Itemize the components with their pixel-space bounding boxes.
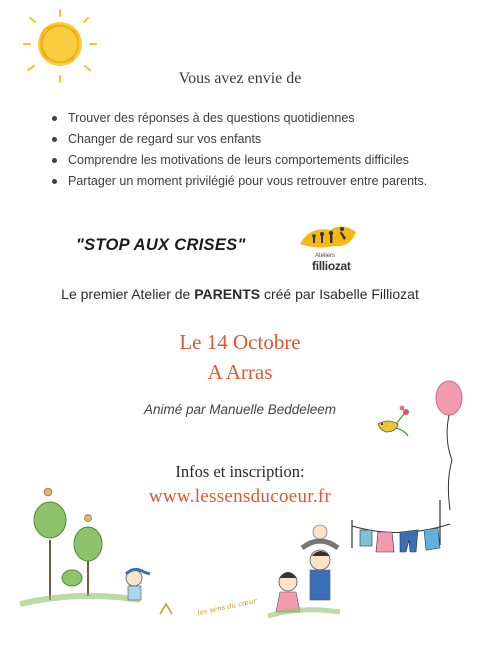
website-link[interactable]: www.lessensducoeur.fr — [148, 486, 332, 507]
premier-before: Le premier Atelier de — [61, 286, 191, 302]
workshop-description — [0, 286, 480, 302]
family-drawing-icon — [268, 525, 340, 616]
list-item: Changer de regard sur vos enfants — [48, 129, 427, 150]
infos-heading: Infos et inscription: — [175, 462, 305, 481]
workshop-title: "STOP AUX CRISES" — [76, 236, 246, 254]
list-item: Comprendre les motivations de leurs comportements difficiles — [48, 150, 427, 171]
child-drawing-icon — [126, 569, 172, 614]
animator-text: Animé par Manuelle Beddeleem — [143, 402, 337, 417]
benefits-list — [48, 108, 427, 192]
premier-bold: PARENTS — [194, 286, 261, 302]
logo-icon — [300, 226, 356, 247]
artwork-lettering: les sens du cœur — [196, 596, 258, 618]
event-date: Le 14 Octobre — [179, 330, 301, 354]
premier-after: créé par Isabelle Filliozat — [263, 286, 419, 302]
logo-line2: filliozat — [312, 259, 351, 273]
intro-text: Vous avez envie de — [178, 70, 302, 87]
logo-line1: Ateliers — [315, 253, 336, 259]
event-city: A Arras — [207, 360, 273, 384]
list-item: Trouver des réponses à des questions quotidiennes — [48, 108, 427, 129]
list-item: Partager un moment privilégié pour vous retrouver entre parents. — [48, 171, 427, 192]
